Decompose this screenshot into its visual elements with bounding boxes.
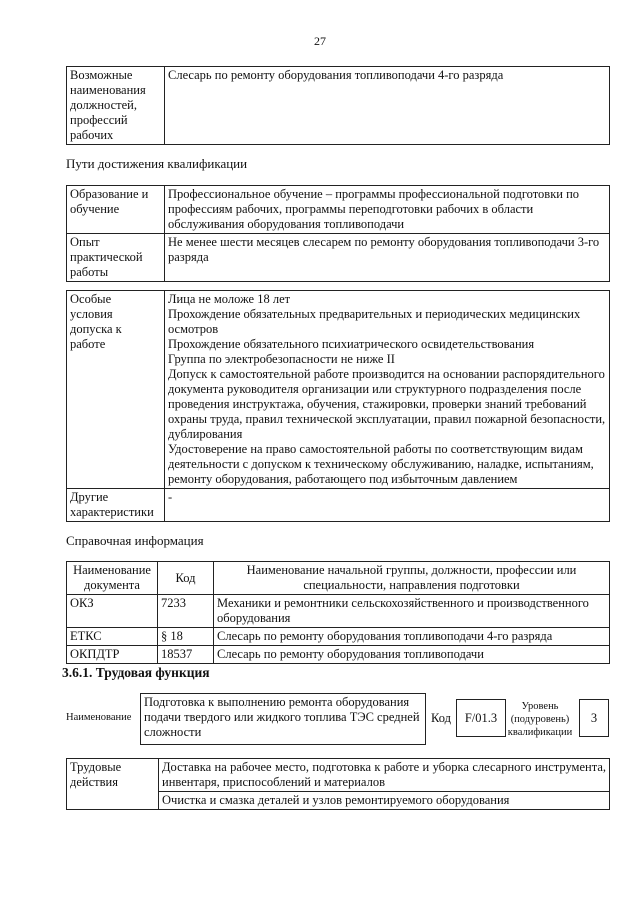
labor-action-item: Очистка и смазка деталей и узлов ремонтируемого оборудования: [159, 792, 610, 810]
ref-header-doc: Наименование документа: [67, 562, 158, 595]
other-value: -: [165, 489, 610, 522]
condition-item: Прохождение обязательных предварительных и периодических медицинских осмотров: [168, 307, 581, 336]
function-name-label: Наименование: [66, 712, 132, 723]
experience-label: Опыт практической работы: [67, 234, 165, 282]
condition-item: Допуск к самостоятельной работе производится на основании распорядительного документа руководителя организации или структурного подразделения после проведения инструктажа, обучения, стажировки, проверки знаний требований охраны труда, правил технической эксплуатации, правил пожарной безопасности, дублирования: [168, 367, 606, 441]
condition-item: Удостоверение на право самостоятельной работы по соответствующим видам деятельности с допуском к техническому обслуживанию, наладке, испытаниям, ремонту оборудования, работающего под избыточным давлением: [168, 442, 594, 486]
qualification-paths-heading: Пути достижения квалификации: [66, 156, 248, 171]
possible-titles-label: Возможные наименования должностей, профессий рабочих: [67, 67, 165, 145]
condition-item: Лица не моложе 18 лет: [168, 292, 291, 306]
reference-heading: Справочная информация: [66, 533, 204, 548]
labor-action-item: Доставка на рабочее место, подготовка к работе и уборка слесарного инструмента, инвентаря, приспособлений и материалов: [159, 759, 610, 792]
function-heading: 3.6.1. Трудовая функция: [62, 665, 210, 680]
special-conditions-list: [165, 291, 610, 489]
possible-titles-table: [66, 66, 610, 145]
function-name-box: Подготовка к выполнению ремонта оборудования подачи твердого или жидкого топлива ТЭС средней сложности: [140, 693, 426, 745]
ref-header-name: Наименование начальной группы, должности, профессии или специальности, направления подготовки: [214, 562, 610, 595]
level-box: 3: [579, 699, 609, 737]
condition-item: Группа по электробезопасности не ниже II: [168, 352, 395, 366]
reference-table: [66, 561, 610, 664]
level-label: Уровень (подуровень) квалификации: [507, 701, 573, 738]
qualification-paths-table: [66, 185, 610, 282]
other-label: Другие характеристики: [67, 489, 165, 522]
education-value: Профессиональное обучение – программы профессиональной подготовки по профессиям рабочих, программы переподготовки рабочих в области обслуживания оборудования топливоподачи: [165, 186, 610, 234]
possible-titles-value: Слесарь по ремонту оборудования топливоподачи 4-го разряда: [165, 67, 610, 145]
function-code-box: F/01.3: [456, 699, 506, 737]
special-conditions-label: Особые условия допуска к работе: [67, 291, 165, 489]
page-number: 27: [314, 34, 326, 48]
labor-actions-table: [66, 758, 610, 810]
special-conditions-table: [66, 290, 610, 522]
function-code-label: Код: [431, 711, 451, 725]
education-label: Образование и обучение: [67, 186, 165, 234]
labor-actions-label: Трудовые действия: [67, 759, 159, 810]
experience-value: Не менее шести месяцев слесарем по ремонту оборудования топливоподачи 3-го разряда: [165, 234, 610, 282]
ref-header-code: Код: [158, 562, 214, 595]
table-row: ОКЗ 7233 Механики и ремонтники сельскохозяйственного и производственного оборудования: [67, 595, 610, 628]
table-row: ЕТКС § 18 Слесарь по ремонту оборудования топливоподачи 4-го разряда: [67, 628, 610, 646]
condition-item: Прохождение обязательного психиатрического освидетельствования: [168, 337, 535, 351]
table-row: ОКПДТР 18537 Слесарь по ремонту оборудования топливоподачи: [67, 646, 610, 664]
